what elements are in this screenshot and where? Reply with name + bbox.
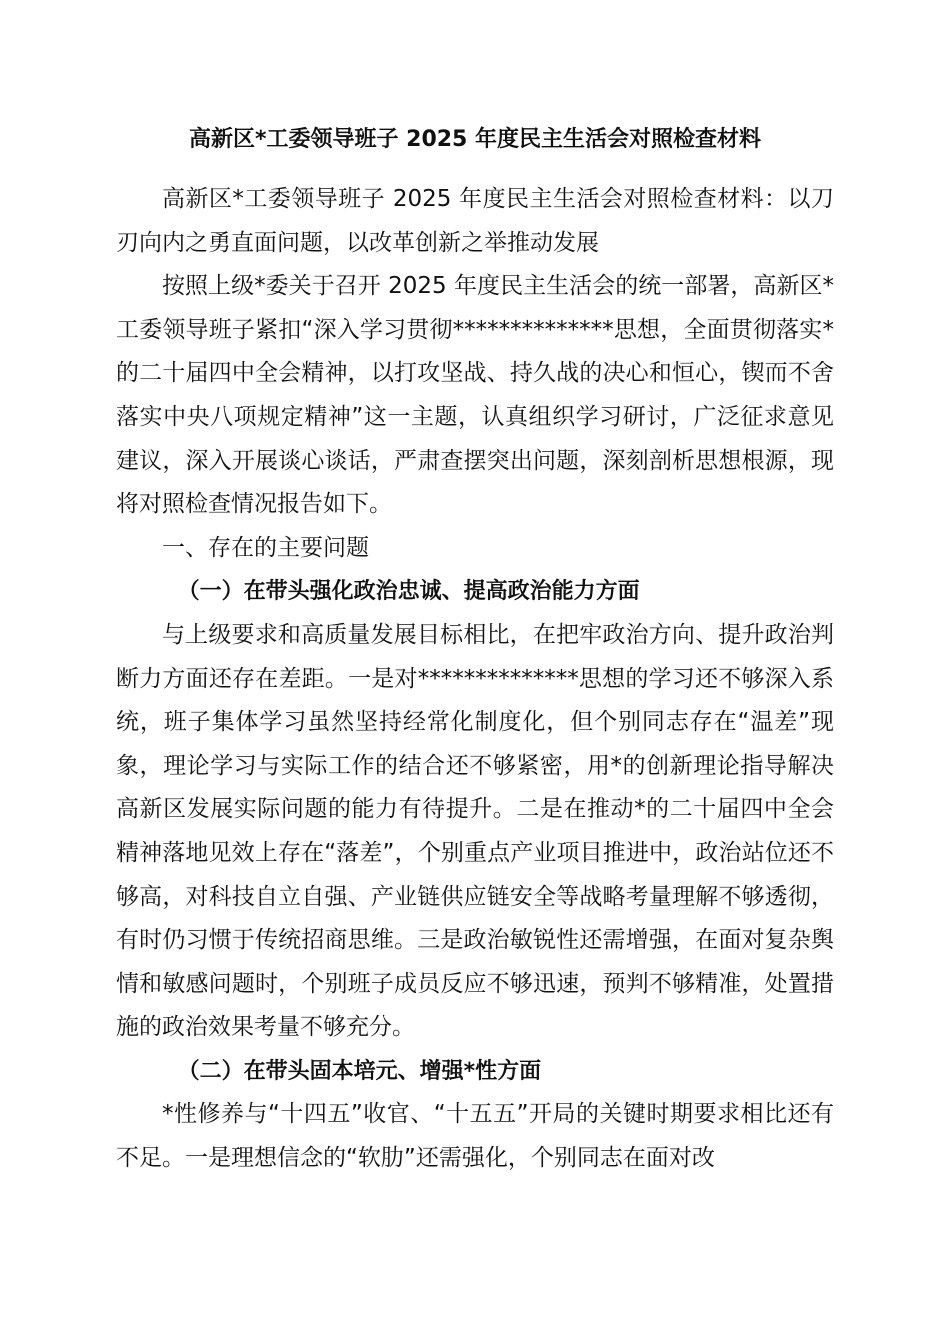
section-heading-1: 一、存在的主要问题 (162, 534, 369, 561)
subsection-heading-1: （一）在带头强化政治忠诚、提高政治能力方面 (177, 579, 640, 605)
subsection-1-paragraph: 与上级要求和高质量发展目标相比，在把牢政治方向、提升政治判断力方面还存在差距。一是对**************思想的学习还不够深入系统，班子集体学习虽然坚持经常化制度化，但个别同志存在“温差”现象，理论学习与实际工作的结合还不够紧密，用*的创新理论指导解决高新区发展实际问题的能力有待提升。二是在推动*的二十届四中全会精神落地见效上存在“落差”，个别重点产业项目推进中，政治站位还不够高，对科技自立自强、产业链供应链安全等战略考量理解不够透彻，有时仍习惯于传统招商思维。三是政治敏锐性还需增强，在面对复杂舆情和敏感问题时，个别班子成员反应不够迅速，预判不够精准，处置措施的政治效果考量不够充分。 (116, 621, 834, 1041)
subsection-2-paragraph: *性修养与“十四五”收官、“十五五”开局的关键时期要求相比还有不足。一是理想信念的“软肋”还需强化，个别同志在面对改 (116, 1101, 834, 1172)
document-title: 高新区*工委领导班子 2025 年度民主生活会对照检查材料 (188, 127, 762, 152)
intro-paragraph: 高新区*工委领导班子 2025 年度民主生活会对照检查材料：以刀刃向内之勇直面问题，以改革创新之举推动发展 (116, 186, 834, 256)
subsection-heading-2: （二）在带头固本培元、增强*性方面 (177, 1058, 542, 1084)
document-body (116, 124, 834, 1181)
preamble-paragraph: 按照上级*委关于召开 2025 年度民主生活会的统一部署，高新区*工委领导班子紧扣“深入学习贯彻**************思想，全面贯彻落实*的二十届四中全会精神，以打攻坚战、持久战的决心和恒心，锲而不舍落实中央八项规定精神”这一主题，认真组织学习研讨，广泛征求意见建议，深入开展谈心谈话，严肃查摆突出问题，深刻剖析思想根源，现将对照检查情况报告如下。 (116, 273, 834, 518)
